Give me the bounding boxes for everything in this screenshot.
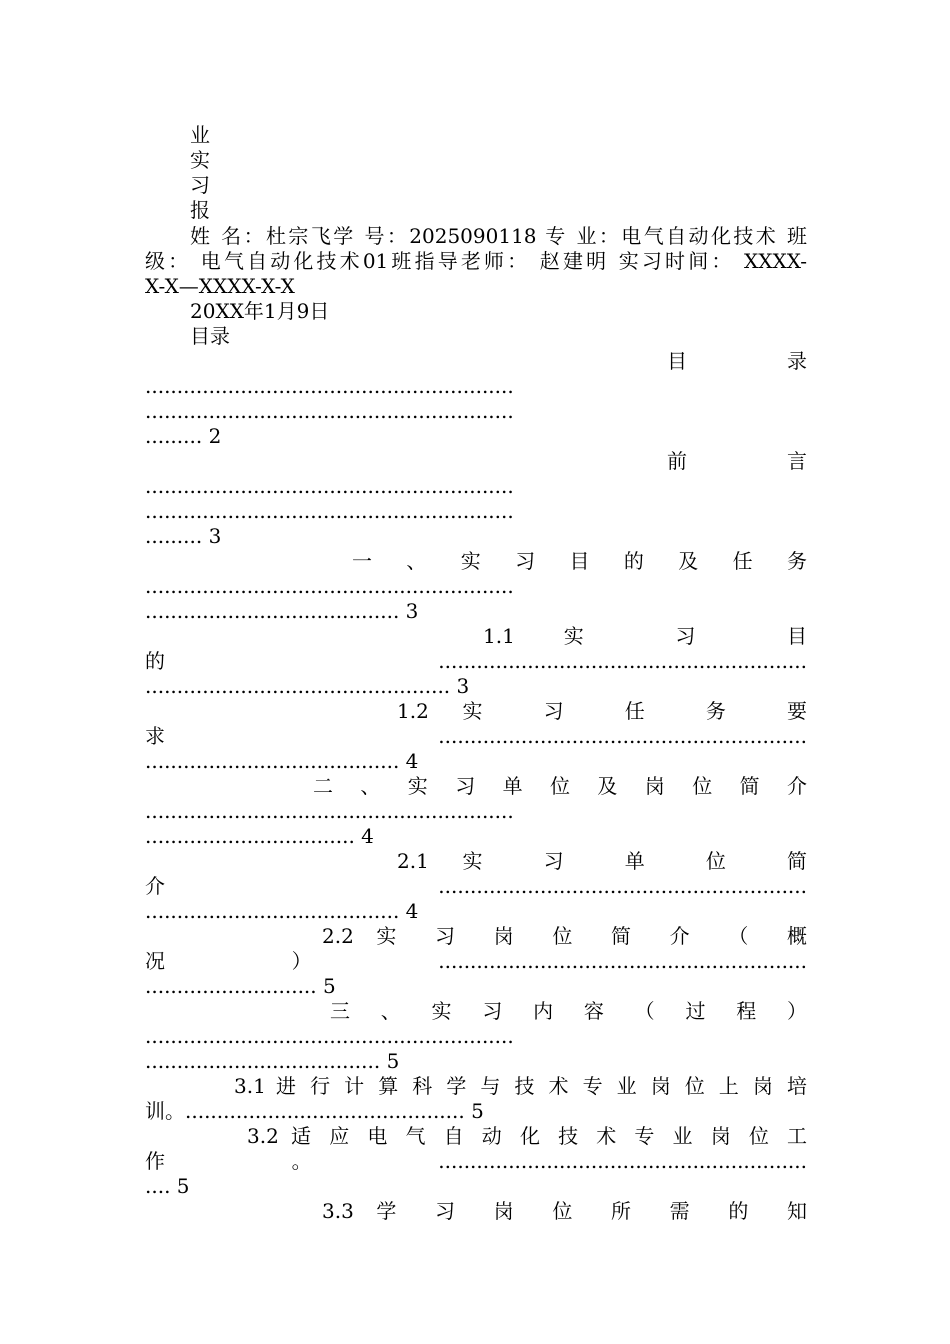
toc-leader: .......................................................... — [145, 1024, 514, 1048]
toc-leader: .......................................................... — [145, 499, 514, 523]
toc-leader: 的.......................................................... — [145, 649, 807, 673]
toc-entry-title: 1.1 实 习 目 — [483, 624, 807, 648]
toc-leader: 作。.......................................................... — [145, 1149, 807, 1173]
toc-entry-title: 3.1 进 行 计 算 科 学 与 技 术 专 业 岗 位 上 岗 培 — [234, 1074, 807, 1098]
toc-heading: 目录 — [190, 324, 230, 348]
toc-page-number: ......... 3 — [145, 524, 222, 548]
toc-leader: .......................................................... — [145, 574, 514, 598]
student-info-line: 级： 电气自动化技术01班指导老师： 赵建明 实习时间： XXXX- — [145, 249, 807, 273]
toc-page-number: ......... 2 — [145, 424, 222, 448]
toc-leader: .......................................................... — [145, 399, 514, 423]
toc-entry-title: 前 言 — [667, 449, 807, 473]
toc-leader: .......................................................... — [145, 474, 514, 498]
toc-page-number: ........................... 5 — [145, 974, 336, 998]
toc-page-number: ........................................ 3 — [145, 599, 419, 623]
toc-entry-title: 3.3 学 习 岗 位 所 需 的 知 — [322, 1199, 807, 1223]
toc-leader: 介.......................................................... — [145, 874, 807, 898]
student-info-line: 姓 名：杜宗飞学 号：2025090118 专 业：电气自动化技术 班 — [190, 224, 807, 248]
toc-entry-title: 一 、 实 习 目 的 及 任 务 — [352, 549, 807, 573]
toc-entry-title: 三 、 实 习 内 容 （ 过 程 ） — [330, 999, 807, 1023]
toc-entry-title: 1.2 实 习 任 务 要 — [397, 699, 807, 723]
toc-entry-title: 2.1 实 习 单 位 简 — [397, 849, 807, 873]
toc-entry-title: 2.2 实 习 岗 位 简 介 （ 概 — [322, 924, 807, 948]
toc-leader: .......................................................... — [145, 374, 514, 398]
toc-page-number: 训。............................................ 5 — [145, 1099, 484, 1123]
toc-page-number: ................................. 4 — [145, 824, 374, 848]
report-date: 20XX年1月9日 — [190, 299, 330, 323]
student-info-line: X-X—XXXX-X-X — [145, 274, 295, 298]
report-title-char: 实 — [190, 148, 210, 172]
toc-leader: 况）.......................................................... — [145, 949, 807, 973]
report-title-char: 报 — [190, 198, 210, 222]
toc-leader: .......................................................... — [145, 799, 514, 823]
toc-page-number: .... 5 — [145, 1174, 190, 1198]
toc-page-number: ................................................ 3 — [145, 674, 470, 698]
toc-entry-title: 二 、 实 习 单 位 及 岗 位 简 介 — [313, 774, 807, 798]
report-title-char: 习 — [190, 173, 210, 197]
report-title-char: 业 — [190, 123, 210, 147]
toc-entry-title: 3.2 适 应 电 气 自 动 化 技 术 专 业 岗 位 工 — [247, 1124, 807, 1148]
toc-page-number: ..................................... 5 — [145, 1049, 400, 1073]
toc-page-number: ........................................ 4 — [145, 899, 419, 923]
toc-page-number: ........................................ 4 — [145, 749, 419, 773]
toc-leader: 求.......................................................... — [145, 724, 807, 748]
toc-entry-title: 目 录 — [667, 349, 807, 373]
